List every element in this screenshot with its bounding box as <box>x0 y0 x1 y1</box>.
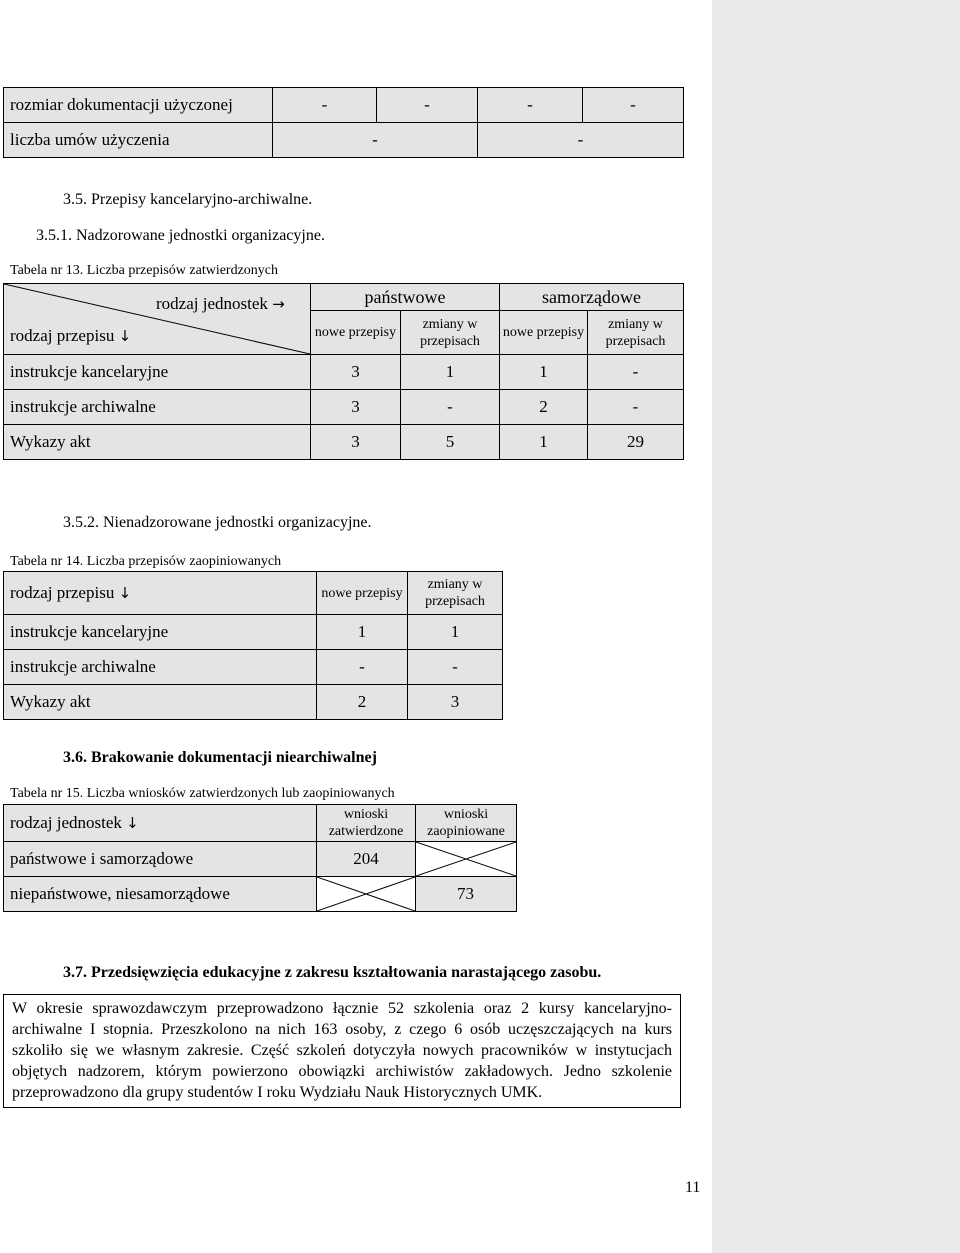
table-cell: 3 <box>311 425 401 460</box>
row-label: rozmiar dokumentacji użyczonej <box>4 88 273 123</box>
section-heading: 3.5. Przepisy kancelaryjno-archiwalne. <box>63 191 313 208</box>
column-header: nowe przepisy <box>500 311 588 355</box>
row-label: instrukcje archiwalne <box>4 390 311 425</box>
table-row <box>4 842 517 877</box>
table-cell: 204 <box>317 842 416 877</box>
arrow-down-icon: ↓ <box>126 814 139 832</box>
table-13 <box>3 283 684 460</box>
table-header-row <box>4 572 503 615</box>
table-cell: 1 <box>408 615 503 650</box>
table-14 <box>3 571 503 720</box>
table-cell: 1 <box>317 615 408 650</box>
table-caption: Tabela nr 13. Liczba przepisów zatwierdzonych <box>10 263 279 278</box>
header-label: rodzaj przepisu ↓ <box>4 572 317 615</box>
table-cell: 73 <box>416 877 517 912</box>
table-row <box>4 355 684 390</box>
row-label: instrukcje archiwalne <box>4 650 317 685</box>
arrow-down-icon: ↓ <box>118 584 132 602</box>
table-row <box>4 650 503 685</box>
table-row <box>4 685 503 720</box>
column-header: nowe przepisy <box>311 311 401 355</box>
table-cell: 2 <box>317 685 408 720</box>
table-row <box>4 390 684 425</box>
page-number: 11 <box>685 1179 701 1196</box>
table-cell: - <box>273 88 377 123</box>
table-cell: 3 <box>311 390 401 425</box>
summary-paragraph: W okresie sprawozdawczym przeprowadzono łącznie 52 szkolenia oraz 2 kursy kancelaryjno-archiwalne I stopnia. Przeszkolono na nich 163 osoby, z czego 6 osób uczęszczających na kurs szkoliło się we własnym zakresie. Część szkoleń dotyczyła nowych pracowników w instytucjach objętych nadzorem, którym powierzono obowiązki archiwistów zakładowych. Jedno szkolenie przeprowadzono dla grupy studentów I roku Wydziału Nauk Historycznych UMK. <box>3 994 681 1108</box>
table-row <box>4 877 517 912</box>
row-label: instrukcje kancelaryjne <box>4 615 317 650</box>
row-label: Wykazy akt <box>4 425 311 460</box>
section-heading: 3.6. Brakowanie dokumentacji niearchiwalnej <box>63 749 377 766</box>
page-side-margin <box>712 0 960 1253</box>
table-cell: - <box>588 390 684 425</box>
row-label: instrukcje kancelaryjne <box>4 355 311 390</box>
cross-icon <box>317 877 415 911</box>
table-cell: - <box>583 88 684 123</box>
column-header: wnioski zaopiniowane <box>416 805 517 842</box>
table-cell: 3 <box>311 355 401 390</box>
table-cell: 5 <box>401 425 500 460</box>
crossed-cell <box>416 842 517 877</box>
arrow-down-icon: ↓ <box>118 327 132 345</box>
section-heading: 3.5.2. Nienadzorowane jednostki organizacyjne. <box>63 514 372 531</box>
top-table <box>3 87 684 158</box>
table-cell: - <box>401 390 500 425</box>
row-label: niepaństwowe, niesamorządowe <box>4 877 317 912</box>
table-cell: - <box>273 123 478 158</box>
table-cell: - <box>588 355 684 390</box>
row-label: Wykazy akt <box>4 685 317 720</box>
table-cell: - <box>408 650 503 685</box>
section-heading: 3.7. Przedsięwzięcia edukacyjne z zakresu kształtowania narastającego zasobu. <box>63 964 602 981</box>
column-header: zmiany w przepisach <box>588 311 684 355</box>
corner-header-cell <box>4 284 311 355</box>
corner-top-label: rodzaj jednostek → <box>156 294 285 313</box>
table-cell: - <box>478 123 684 158</box>
row-label: państwowe i samorządowe <box>4 842 317 877</box>
table-cell: 1 <box>401 355 500 390</box>
table-cell: 29 <box>588 425 684 460</box>
table-cell: 3 <box>408 685 503 720</box>
table-row <box>4 88 684 123</box>
table-header-row <box>4 805 517 842</box>
table-row <box>4 615 503 650</box>
table-cell: 2 <box>500 390 588 425</box>
table-cell: - <box>317 650 408 685</box>
table-cell: 1 <box>500 355 588 390</box>
table-15 <box>3 804 517 912</box>
table-caption: Tabela nr 15. Liczba wniosków zatwierdzonych lub zaopiniowanych <box>10 786 395 801</box>
group-header: państwowe <box>311 284 500 311</box>
section-heading: 3.5.1. Nadzorowane jednostki organizacyjne. <box>36 227 325 244</box>
row-label: liczba umów użyczenia <box>4 123 273 158</box>
table-row <box>4 425 684 460</box>
cross-icon <box>416 842 516 876</box>
header-label: rodzaj jednostek ↓ <box>4 805 317 842</box>
column-header: nowe przepisy <box>317 572 408 615</box>
corner-bottom-label: rodzaj przepisu ↓ <box>10 326 132 345</box>
table-header-row <box>4 284 684 311</box>
column-header: zmiany w przepisach <box>408 572 503 615</box>
group-header: samorządowe <box>500 284 684 311</box>
table-caption: Tabela nr 14. Liczba przepisów zaopiniowanych <box>10 554 282 569</box>
crossed-cell <box>317 877 416 912</box>
table-cell: - <box>377 88 478 123</box>
table-cell: 1 <box>500 425 588 460</box>
table-cell: - <box>478 88 583 123</box>
arrow-right-icon: → <box>272 295 285 313</box>
column-header: zmiany w przepisach <box>401 311 500 355</box>
table-row <box>4 123 684 158</box>
column-header: wnioski zatwierdzone <box>317 805 416 842</box>
